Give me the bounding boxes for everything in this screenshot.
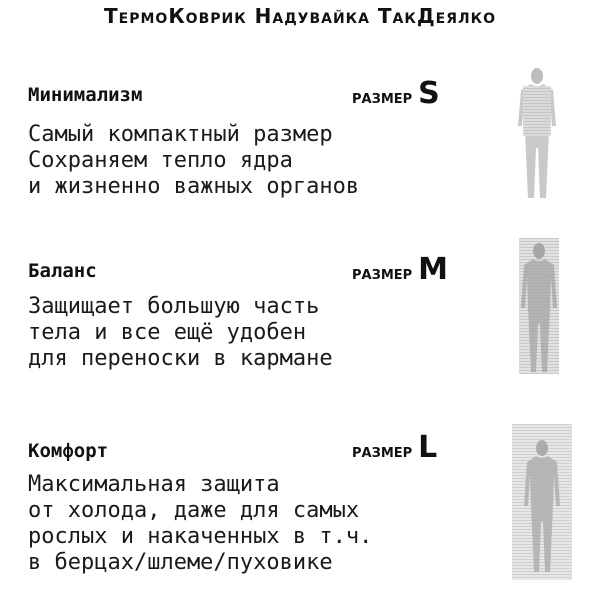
description-line: и жизненно важных органов [28,174,360,199]
description-line: для переноски в кармане [28,346,333,371]
size-letter: L [418,430,438,465]
description-line: в берцах/шлеме/пуховике [28,550,333,575]
size-letter: M [418,252,449,287]
section-comfort [0,420,600,600]
section-title: Минимализм [28,84,143,106]
description-line: Самый компактный размер [28,122,333,147]
size-label [352,76,440,111]
size-word: размер [352,262,413,284]
description-line: Сохраняем тепло ядра [28,148,293,173]
section-title: Комфорт [28,440,109,462]
size-label [352,252,448,287]
description-line: рослых и накаченных в т.ч. [28,524,373,549]
description-line: Максимальная защита [28,472,280,497]
section-minimalism [0,70,600,210]
section-title: Баланс [28,260,97,282]
page-title: ТермоКоврик Надувайка ТакДеялко [104,4,496,28]
size-label [352,430,437,465]
section-balance [0,236,600,386]
section-description [28,294,333,372]
description-line: тела и все ещё удобен [28,320,307,345]
size-word: размер [352,86,413,108]
human-silhouette-s-image [514,64,560,202]
section-description [28,122,359,200]
human-silhouette-l-image [512,424,572,580]
description-line: от холода, даже для самых [28,498,360,523]
description-line: Защищает большую часть [28,294,320,319]
section-description [28,472,372,576]
size-word: размер [352,440,413,462]
size-letter: S [418,76,440,111]
human-silhouette-m-image [516,238,562,374]
